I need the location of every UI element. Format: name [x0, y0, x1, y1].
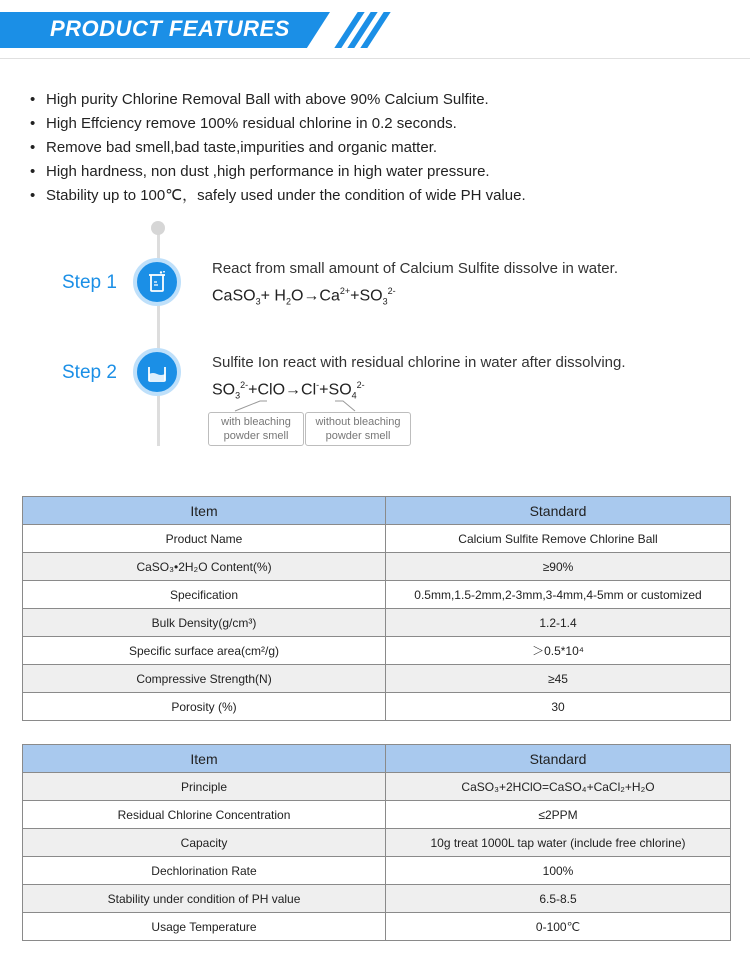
value-cell: 0-100℃ — [386, 913, 731, 941]
value-cell: ＞0.5*10⁴ — [386, 637, 731, 665]
item-cell: Dechlorination Rate — [23, 857, 386, 885]
callout-lines — [205, 398, 425, 412]
table-row — [23, 665, 731, 693]
step-2-text: Sulfite Ion react with residual chlorine in water after dissolving. — [212, 354, 626, 371]
value-cell: 0.5mm,1.5-2mm,2-3mm,3-4mm,4-5mm or customized — [386, 581, 731, 609]
table-row — [23, 609, 731, 637]
item-cell: Bulk Density(g/cm³) — [23, 609, 386, 637]
item-cell: Specific surface area(cm²/g) — [23, 637, 386, 665]
list-item: • Remove bad smell,bad taste,impurities and organic matter. — [30, 136, 526, 160]
table-row — [23, 801, 731, 829]
value-cell: ≥45 — [386, 665, 731, 693]
value-cell: Calcium Sulfite Remove Chlorine Ball — [386, 525, 731, 553]
column-header: Standard — [386, 745, 731, 773]
list-item: • High purity Chlorine Removal Ball with above 90% Calcium Sulfite. — [30, 88, 526, 112]
table-header-row — [23, 497, 731, 525]
list-item: • High hardness, non dust ,high performance in high water pressure. — [30, 160, 526, 184]
item-cell: Principle — [23, 773, 386, 801]
table-row — [23, 829, 731, 857]
step-1-text: React from small amount of Calcium Sulfite dissolve in water. — [212, 260, 618, 277]
value-cell: 10g treat 1000L tap water (include free chlorine) — [386, 829, 731, 857]
item-cell: Porosity (%) — [23, 693, 386, 721]
column-header: Item — [23, 497, 386, 525]
beaker-icon — [133, 258, 181, 306]
item-cell: Residual Chlorine Concentration — [23, 801, 386, 829]
value-cell: 100% — [386, 857, 731, 885]
feature-list — [30, 88, 526, 208]
table-row — [23, 581, 731, 609]
value-cell: 30 — [386, 693, 731, 721]
value-cell: CaSO₃+2HClO=CaSO₄+CaCl₂+H₂O — [386, 773, 731, 801]
step-2-label: Step 2 — [62, 362, 117, 383]
table-row — [23, 693, 731, 721]
item-cell: Capacity — [23, 829, 386, 857]
spec-table-1 — [22, 496, 731, 721]
table-row — [23, 885, 731, 913]
table-row — [23, 525, 731, 553]
item-cell: Usage Temperature — [23, 913, 386, 941]
step-1-label: Step 1 — [62, 272, 117, 293]
table-row — [23, 637, 731, 665]
item-cell: CaSO₃•2H₂O Content(%) — [23, 553, 386, 581]
item-cell: Specification — [23, 581, 386, 609]
table-header-row — [23, 745, 731, 773]
value-cell: 6.5-8.5 — [386, 885, 731, 913]
column-header: Item — [23, 745, 386, 773]
step-1-equation: CaSO$_3$+ $H_2O\to Ca^{2+}+SO_3^{2-}$ — [212, 286, 396, 307]
list-item: • Stability up to 100℃，safely used under the condition of wide PH value. — [30, 184, 526, 208]
step-2-equation: $SO_3^{2-}+ClO\to Cl^-+SO_4^{2-}$ — [212, 380, 365, 401]
tank-icon — [133, 348, 181, 396]
item-cell: Compressive Strength(N) — [23, 665, 386, 693]
value-cell: ≤2PPM — [386, 801, 731, 829]
item-cell: Product Name — [23, 525, 386, 553]
timeline-dot — [151, 221, 165, 235]
section-title: PRODUCT FEATURES — [50, 16, 290, 41]
spec-table-2 — [22, 744, 731, 941]
table-row — [23, 913, 731, 941]
table-row — [23, 553, 731, 581]
table-row — [23, 773, 731, 801]
value-cell: ≥90% — [386, 553, 731, 581]
item-cell: Stability under condition of PH value — [23, 885, 386, 913]
divider — [0, 58, 750, 59]
value-cell: 1.2-1.4 — [386, 609, 731, 637]
tag-with-bleaching: with bleaching powder smell — [208, 412, 304, 446]
column-header: Standard — [386, 497, 731, 525]
list-item: • High Effciency remove 100% residual chlorine in 0.2 seconds. — [30, 112, 526, 136]
section-banner — [0, 0, 750, 60]
tag-without-bleaching: without bleaching powder smell — [305, 412, 411, 446]
table-row — [23, 857, 731, 885]
